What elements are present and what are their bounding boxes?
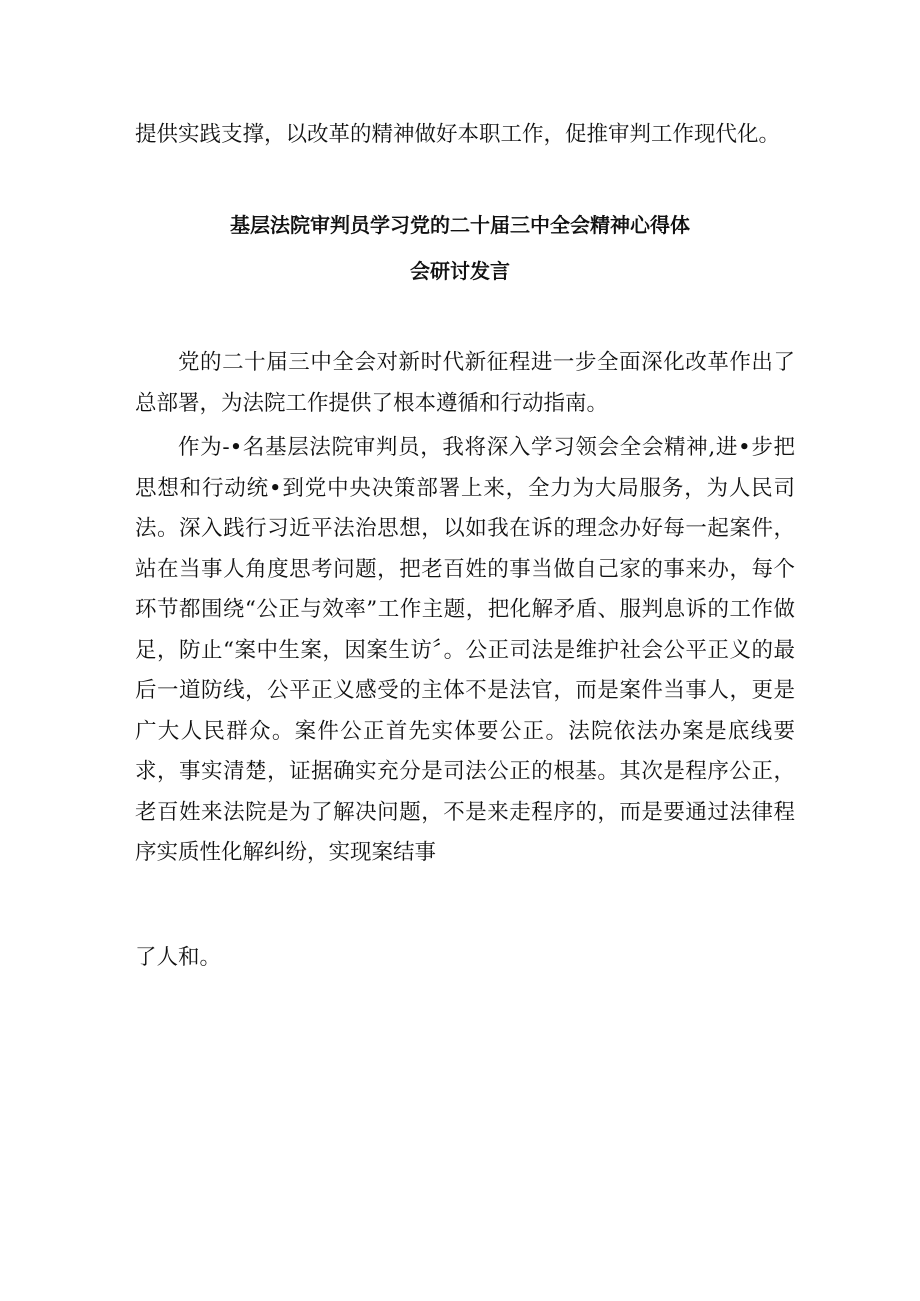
document-title-line-1: 基层法院审判员学习党的二十届三中全会精神心得体	[230, 213, 690, 237]
document-title-line-2: 会研讨发言	[410, 259, 510, 283]
body-paragraph-1: 党的二十届三中全会对新时代新征程进一步全面深化改革作出了总部署，为法院工作提供了根本遵循和行动指南。	[135, 350, 795, 416]
previous-section-closing-text: 提供实践支撑，以改革的精神做好本职工作，促推审判工作现代化。	[135, 122, 781, 147]
body-paragraph-continuation: 了人和。	[135, 945, 222, 970]
body-paragraph-2: 作为-•名基层法院审判员，我将深入学习领会全会精神,进•步把思想和行动统•到党中央决策部署上来，全力为大局服务，为人民司法。深入践行习近平法治思想，以如我在诉的理念办好每一起案件，站在当事人角度思考问题，把老百姓的事当做自己家的事来办，每个环节都围绕“公正与效率”工作主题，把化解矛盾、服判息诉的工作做足，防止“案中生案，因案生访〞。公正司法是维护社会公平正义的最后一道防线，公平正义感受的主体不是法官，而是案件当事人，更是广大人民群众。案件公正首先实体要公正。法院依法办案是底线要求，事实清楚，证据确实充分是司法公正的根基。其次是程序公正，老百姓来法院是为了解决问题，不是来走程序的，而是要通过法律程序实质性化解纠纷，实现案结事	[135, 435, 795, 865]
